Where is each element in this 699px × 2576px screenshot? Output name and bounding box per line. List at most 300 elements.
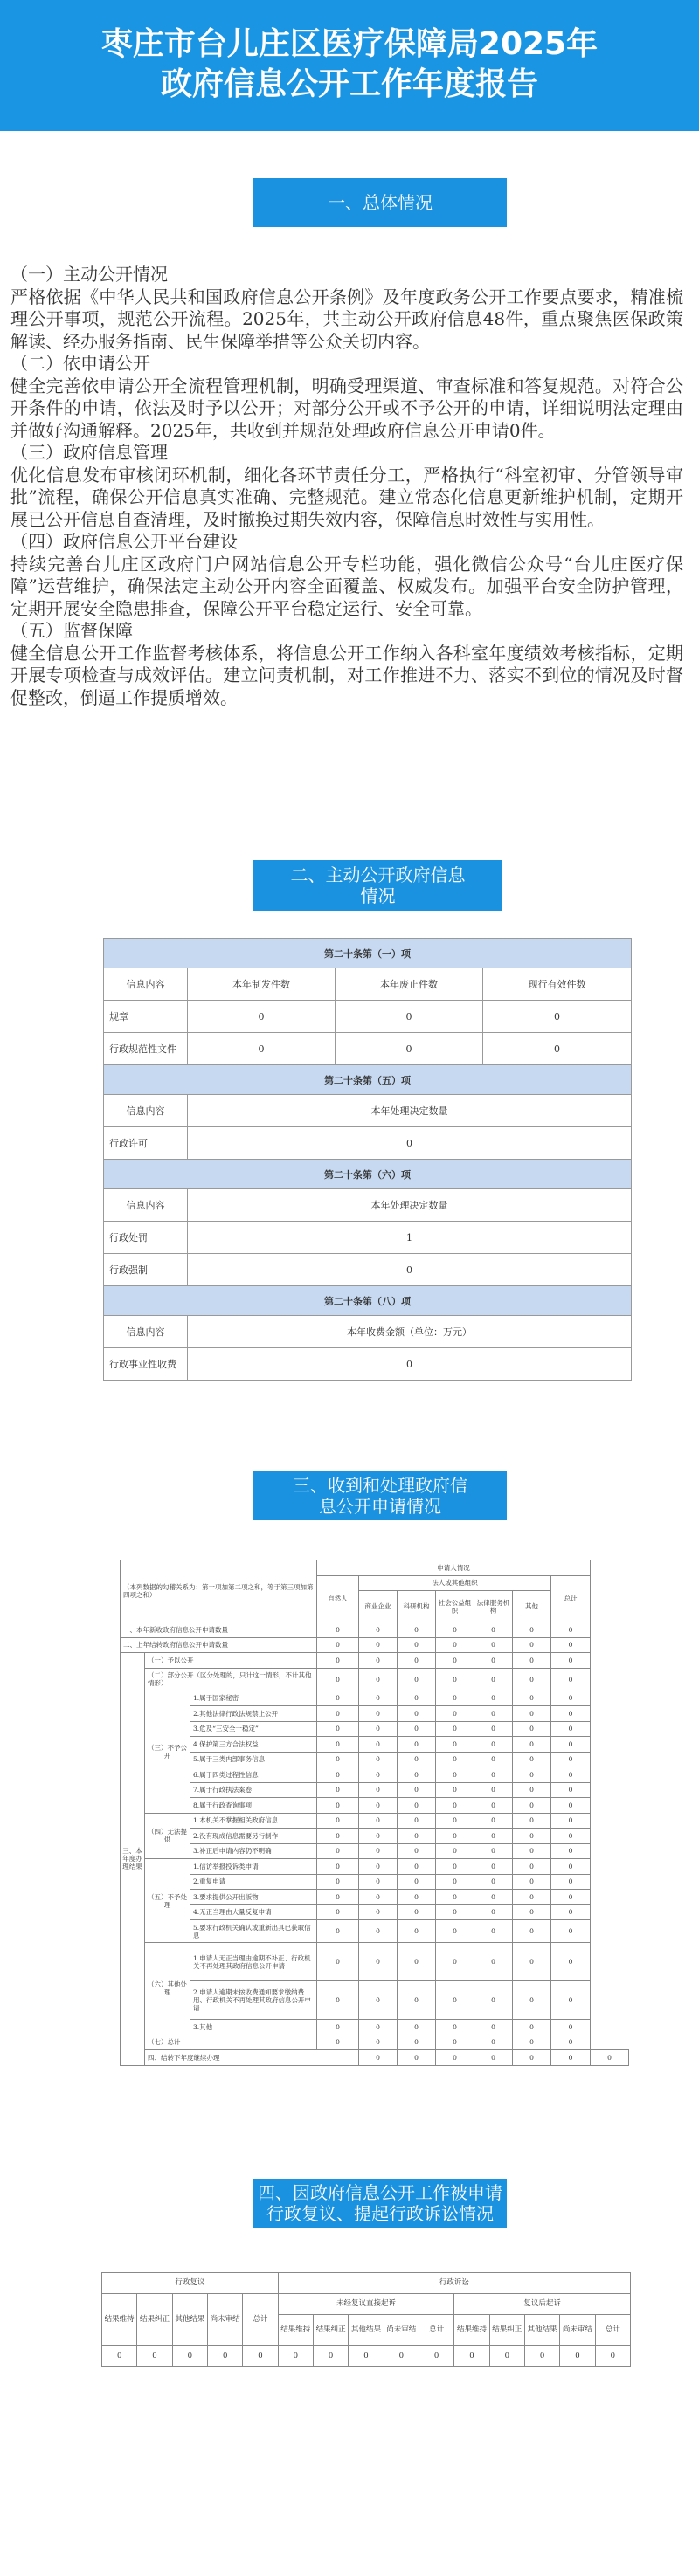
overview-heading-3: （三）政府信息管理 [10,442,168,463]
table-cell: 0 [172,2346,207,2367]
table-cell: 0 [436,1637,474,1653]
review-litigation-table [101,2272,631,2367]
table-cell: 0 [317,1752,359,1767]
column-header: 社会公益组织 [436,1591,474,1622]
table-cell: 0 [513,1859,551,1875]
table-cell: 0 [102,2346,137,2367]
row-label: 3.补正后申请内容仍不明确 [190,1843,317,1859]
table-cell: 0 [398,1981,436,2020]
overview-heading-5: （五）监督保障 [10,620,133,641]
row-group-label: 三、本年度办理结果 [121,1653,145,2066]
table-cell: 0 [317,1829,359,1844]
table-cell: 0 [398,1752,436,1767]
column-header: 本年制发件数 [188,968,336,1001]
row-label: （七）总计 [145,2035,317,2050]
column-header: 信息内容 [104,1189,188,1222]
column-header: 科研机构 [398,1591,436,1622]
overview-heading-2: （二）依申请公开 [10,353,150,374]
table-cell: 0 [359,1943,398,1981]
table-cell: 0 [513,2020,551,2035]
table-cell: 0 [551,1782,591,1798]
table-cell: 0 [474,1752,513,1767]
table-cell: 0 [359,1767,398,1783]
table-cell: 0 [317,2020,359,2035]
table-cell: 0 [436,1752,474,1767]
table-cell: 0 [317,1874,359,1890]
table-cell: 0 [513,1622,551,1638]
table-cell: 0 [398,1843,436,1859]
table-cell: 0 [591,2050,629,2066]
table-cell: 0 [474,1622,513,1638]
table-cell: 0 [483,1001,632,1033]
table-cell: 0 [317,1721,359,1737]
overview-paragraph-4: 持续完善台儿庄区政府门户网站信息公开专栏功能，强化微信公众号“台儿庄医疗保障”运营维护，确保法定主动公开内容全面覆盖、权威发布。加强平台安全防护管理，定期开展安全隐患排查，保障公开平台稳定运行、安全可靠。 [10,553,683,619]
column-header: 本年处理决定数量 [188,1189,632,1222]
table-cell: 0 [398,1653,436,1669]
table-cell: 0 [513,1829,551,1844]
table-cell: 0 [359,1653,398,1669]
section-title: 二、主动公开政府信息 [290,864,466,885]
table-cell: 0 [474,2020,513,2035]
table-cell: 0 [317,1798,359,1814]
table-cell: 0 [398,1767,436,1783]
table-cell: 0 [551,1622,591,1638]
table-cell: 0 [317,1653,359,1669]
table-cell: 0 [436,1943,474,1981]
table-cell: 0 [436,1737,474,1753]
table-cell: 0 [359,1737,398,1753]
table-cell: 0 [359,1813,398,1829]
table-cell: 0 [436,1920,474,1943]
table-cell: 0 [513,1843,551,1859]
table-cell: 0 [398,2035,436,2050]
table-cell: 0 [513,1721,551,1737]
table-cell: 0 [359,2035,398,2050]
table-cell: 0 [398,2020,436,2035]
table-cell: 0 [398,1668,436,1691]
table-cell: 0 [513,1981,551,2020]
table-cell: 0 [313,2346,348,2367]
section-title: 四、因政府信息公开工作被申请 [258,2182,502,2203]
table-cell: 0 [137,2346,172,2367]
table-cell: 0 [595,2346,630,2367]
table-cell: 0 [436,1798,474,1814]
table-cell: 0 [513,1920,551,1943]
table-note: （本列数据的勾稽关系为：第一项加第二项之和，等于第三项加第四项之和） [121,1560,317,1622]
table-cell: 0 [513,1798,551,1814]
table-cell: 0 [317,1767,359,1783]
column-header: 结果纠正 [313,2315,348,2346]
table-cell: 0 [398,1829,436,1844]
table-cell: 0 [474,1782,513,1798]
row-label: 1.信访举报投诉类申请 [190,1859,317,1875]
column-header: 总计 [551,1575,591,1622]
table-cell: 0 [436,1859,474,1875]
table-cell: 0 [398,1706,436,1722]
table-cell: 0 [474,1943,513,1981]
table-cell: 0 [317,1843,359,1859]
table-cell: 0 [359,2050,398,2066]
table-cell: 0 [359,1691,398,1706]
section-title: 一、总体情况 [328,192,433,213]
table-cell: 0 [551,1943,591,1981]
table-cell: 0 [489,2346,524,2367]
table-cell: 0 [474,1637,513,1653]
table-cell: 0 [560,2346,595,2367]
table-cell: 0 [398,1890,436,1905]
table-cell: 0 [188,1001,336,1033]
table-cell: 0 [551,1752,591,1767]
column-header: 尚未审结 [207,2294,242,2346]
table-cell: 0 [551,1843,591,1859]
table-cell: 0 [474,1874,513,1890]
table-cell: 0 [398,1798,436,1814]
table-cell: 0 [436,1813,474,1829]
column-header: 总计 [419,2315,453,2346]
row-label: 3.危及“三安全一稳定” [190,1721,317,1737]
section-header-proactive [253,860,502,911]
column-header: 现行有效件数 [483,968,632,1001]
table-cell: 0 [474,1653,513,1669]
column-group-header: 未经复议直接起诉 [278,2294,454,2315]
table-cell: 0 [551,1706,591,1722]
table-cell: 0 [551,1737,591,1753]
table-cell: 0 [513,1767,551,1783]
row-label: 6.属于四类过程性信息 [190,1767,317,1783]
column-header: 信息内容 [104,1095,188,1127]
row-label: 四、结转下年度继续办理 [145,2050,359,2066]
column-header: 法律服务机构 [474,1591,513,1622]
table-cell: 0 [513,1653,551,1669]
row-label: 规章 [104,1001,188,1033]
table-cell: 0 [317,1943,359,1981]
table-cell: 0 [474,1767,513,1783]
row-group-label: （五）不予处理 [145,1859,190,1943]
table-cell: 0 [474,1706,513,1722]
table-cell: 0 [398,1859,436,1875]
overview-paragraph-3: 优化信息发布审核闭环机制，细化各环节责任分工，严格执行“科室初审、分管领导审批”流程，确保公开信息真实准确、完整规范。建立常态化信息更新维护机制，定期开展已公开信息自查清理，及时撤换过期失效内容，保障信息时效性与实用性。 [10,464,683,530]
table-cell: 0 [398,1874,436,1890]
table-cell: 0 [551,1767,591,1783]
table-cell: 0 [317,1813,359,1829]
table-cell: 0 [474,1843,513,1859]
column-header: 本年收费金额（单位：万元） [188,1316,632,1348]
row-label: 行政强制 [104,1254,188,1286]
row-label: 行政处罚 [104,1222,188,1254]
table-cell: 0 [513,1890,551,1905]
table-cell: 0 [551,2035,591,2050]
table-cell: 0 [474,1859,513,1875]
table-cell: 0 [243,2346,278,2367]
table-row [102,2346,631,2367]
column-group-header: 行政诉讼 [278,2273,630,2294]
table-cell: 0 [551,1813,591,1829]
table-cell: 0 [317,1782,359,1798]
table-cell: 0 [474,1829,513,1844]
table-group-header: 第二十条第（一）项 [104,939,632,968]
table-cell: 0 [359,1890,398,1905]
table-cell: 0 [454,2346,489,2367]
table-cell: 0 [359,1721,398,1737]
table-cell: 0 [551,1920,591,1943]
column-header: 自然人 [317,1575,359,1622]
table-cell: 0 [436,2050,474,2066]
table-cell: 0 [436,2035,474,2050]
table-cell: 0 [474,2050,513,2066]
table-cell: 0 [474,2035,513,2050]
proactive-disclosure-table [103,938,632,1381]
table-cell: 0 [551,1859,591,1875]
table-cell: 0 [474,1813,513,1829]
table-cell: 0 [513,2035,551,2050]
table-cell: 0 [513,1737,551,1753]
table-cell: 0 [188,1254,632,1286]
table-cell: 0 [436,1721,474,1737]
section-title: 三、收到和处理政府信 [293,1475,467,1496]
row-label: 3.要求提供公开出版物 [190,1890,317,1905]
table-cell: 0 [436,2020,474,2035]
table-cell: 0 [474,1890,513,1905]
table-cell: 0 [513,1637,551,1653]
table-cell: 0 [398,1943,436,1981]
column-header: 本年处理决定数量 [188,1095,632,1127]
table-cell: 0 [474,1904,513,1920]
column-header: 其他结果 [349,2315,384,2346]
table-cell: 0 [317,1691,359,1706]
report-title-line2: 政府信息公开工作年度报告 [160,66,538,102]
column-header: 结果纠正 [489,2315,524,2346]
table-cell: 0 [398,1813,436,1829]
column-group-header: 行政复议 [102,2273,279,2294]
table-cell: 0 [436,1843,474,1859]
table-cell: 0 [436,1981,474,2020]
row-label: 2.申请人逾期未按收费通知要求缴纳费用、行政机关不再处理其政府信息公开申请 [190,1981,317,2020]
table-cell: 0 [513,1706,551,1722]
table-cell: 0 [317,2035,359,2050]
column-header: 结果维持 [454,2315,489,2346]
table-cell: 0 [359,1637,398,1653]
section-title: 息公开申请情况 [319,1496,441,1517]
row-label: 行政规范性文件 [104,1033,188,1065]
column-header: 法人或其他组织 [359,1575,551,1591]
table-cell: 0 [278,2346,313,2367]
row-label: 5.属于三类内部事务信息 [190,1752,317,1767]
table-cell: 0 [359,1904,398,1920]
table-cell: 0 [551,2050,591,2066]
row-group-label: （三）不予公开 [145,1691,190,1813]
row-label: 2.其他法律行政法规禁止公开 [190,1706,317,1722]
table-cell: 0 [513,1668,551,1691]
table-cell: 0 [474,1668,513,1691]
column-group-header: 复议后起诉 [454,2294,631,2315]
application-handling-table [120,1560,629,2066]
table-cell: 0 [317,1920,359,1943]
row-label: （一）予以公开 [145,1653,317,1669]
table-cell: 0 [398,1622,436,1638]
column-header: 尚未审结 [384,2315,419,2346]
table-cell: 0 [513,1813,551,1829]
table-cell: 0 [551,2020,591,2035]
column-header: 信息内容 [104,968,188,1001]
table-cell: 0 [483,1033,632,1065]
table-cell: 0 [513,2050,551,2066]
table-cell: 0 [398,1904,436,1920]
column-header: 其他结果 [524,2315,559,2346]
table-cell: 0 [359,2020,398,2035]
section-title: 行政复议、提起行政诉讼情况 [266,2203,494,2224]
table-cell: 0 [359,1920,398,1943]
row-label: 一、本年新收政府信息公开申请数量 [121,1622,317,1638]
table-cell: 0 [551,1637,591,1653]
section-header-overview [253,178,507,227]
table-cell: 0 [474,1920,513,1943]
overview-heading-4: （四）政府信息公开平台建设 [10,531,238,552]
column-header: 信息内容 [104,1316,188,1348]
column-header: 商业企业 [359,1591,398,1622]
table-cell: 0 [336,1001,483,1033]
table-cell: 0 [317,1706,359,1722]
table-cell: 0 [359,1668,398,1691]
table-cell: 0 [317,1668,359,1691]
table-cell: 0 [207,2346,242,2367]
overview-paragraph-1: 严格依据《中华人民共和国政府信息公开条例》及年度政务公开工作要点要求，精准梳理公开事项，规范公开流程。2025年，共主动公开政府信息48件，重点聚焦医保政策解读、经办服务指南、民生保障举措等公众关切内容。 [10,286,683,352]
table-cell: 0 [524,2346,559,2367]
report-title-line1: 枣庄市台儿庄区医疗保障局2025年 [100,26,599,62]
table-cell: 0 [436,1668,474,1691]
column-header: 总计 [595,2315,630,2346]
table-cell: 0 [398,1737,436,1753]
table-cell: 0 [359,1622,398,1638]
table-cell: 0 [317,1637,359,1653]
table-cell: 0 [336,1033,483,1065]
row-label: 2.没有现成信息需要另行制作 [190,1829,317,1844]
row-label: 行政事业性收费 [104,1348,188,1381]
table-cell: 0 [436,1767,474,1783]
row-label: 4.保护第三方合法权益 [190,1737,317,1753]
overview-paragraph-5: 健全信息公开工作监督考核体系，将信息公开工作纳入各科室年度绩效考核指标，定期开展专项检查与成效评估。建立问责机制，对工作推进不力、落实不到位的情况及时督促整改，倒逼工作提质增效。 [10,642,683,708]
table-cell: 0 [551,1668,591,1691]
report-banner [0,0,699,131]
column-header: 总计 [243,2294,278,2346]
table-cell: 0 [551,1653,591,1669]
table-cell: 0 [317,1904,359,1920]
row-label: （二）部分公开（区分处理的，只计这一情形，不计其他情形） [145,1668,317,1691]
table-cell: 0 [551,1874,591,1890]
row-label: 行政许可 [104,1127,188,1160]
column-header: 其他 [513,1591,551,1622]
table-cell: 0 [436,1874,474,1890]
table-cell: 0 [474,1737,513,1753]
table-cell: 0 [398,1782,436,1798]
table-cell: 0 [436,1622,474,1638]
table-cell: 0 [188,1127,632,1160]
section-header-review-litigation [253,2179,507,2228]
table-cell: 0 [436,1904,474,1920]
table-cell: 0 [551,1829,591,1844]
table-cell: 0 [513,1943,551,1981]
table-cell: 1 [188,1222,632,1254]
table-cell: 0 [359,1752,398,1767]
row-label: 4.无正当理由大量反复申请 [190,1904,317,1920]
table-cell: 0 [359,1859,398,1875]
table-cell: 0 [513,1691,551,1706]
section-header-applications [253,1471,507,1520]
table-cell: 0 [359,1782,398,1798]
table-cell: 0 [398,1691,436,1706]
table-cell: 0 [551,1890,591,1905]
column-header: 其他结果 [172,2294,207,2346]
column-header: 结果维持 [278,2315,313,2346]
table-cell: 0 [384,2346,419,2367]
row-label: 3.其他 [190,2020,317,2035]
row-label: 7.属于行政执法案卷 [190,1782,317,1798]
table-cell: 0 [513,1752,551,1767]
table-cell: 0 [436,1691,474,1706]
column-header: 结果维持 [102,2294,137,2346]
table-cell: 0 [513,1904,551,1920]
row-group-label: （四）无法提供 [145,1813,190,1859]
overview-heading-1: （一）主动公开情况 [10,264,168,285]
row-label: 5.要求行政机关确认或重新出具已获取信息 [190,1920,317,1943]
table-cell: 0 [398,1920,436,1943]
column-header: 本年废止件数 [336,968,483,1001]
row-label: 1.本机关不掌握相关政府信息 [190,1813,317,1829]
table-cell: 0 [436,1890,474,1905]
table-cell: 0 [398,1721,436,1737]
table-cell: 0 [474,1798,513,1814]
table-group-header: 第二十条第（六）项 [104,1160,632,1189]
row-group-label: （六）其他处理 [145,1943,190,2035]
table-cell: 0 [474,1691,513,1706]
table-cell: 0 [436,1829,474,1844]
row-label: 1.属于国家秘密 [190,1691,317,1706]
table-cell: 0 [436,1782,474,1798]
row-label: 1.申请人无正当理由逾期不补正、行政机关不再处理其政府信息公开申请 [190,1943,317,1981]
table-cell: 0 [513,1874,551,1890]
table-cell: 0 [349,2346,384,2367]
table-cell: 0 [551,1691,591,1706]
table-cell: 0 [317,1890,359,1905]
table-group-header: 第二十条第（五）项 [104,1065,632,1095]
table-cell: 0 [317,1859,359,1875]
table-cell: 0 [551,1981,591,2020]
row-label: 二、上年结转政府信息公开申请数量 [121,1637,317,1653]
table-cell: 0 [359,1706,398,1722]
table-group-header: 第二十条第（八）项 [104,1286,632,1316]
table-cell: 0 [359,1843,398,1859]
table-cell: 0 [513,1782,551,1798]
table-cell: 0 [474,1981,513,2020]
table-cell: 0 [317,1981,359,2020]
table-cell: 0 [317,1622,359,1638]
table-cell: 0 [419,2346,453,2367]
table-cell: 0 [398,2050,436,2066]
row-label: 2.重复申请 [190,1874,317,1890]
table-cell: 0 [436,1706,474,1722]
overview-body [10,264,683,709]
table-cell: 0 [359,1798,398,1814]
table-cell: 0 [551,1798,591,1814]
column-header: 结果纠正 [137,2294,172,2346]
column-header: 申请人情况 [317,1560,591,1576]
table-cell: 0 [188,1033,336,1065]
row-label: 8.属于行政查询事项 [190,1798,317,1814]
section-title: 情况 [360,885,396,906]
table-cell: 0 [551,1721,591,1737]
table-cell: 0 [188,1348,632,1381]
table-cell: 0 [359,1874,398,1890]
table-cell: 0 [436,1653,474,1669]
